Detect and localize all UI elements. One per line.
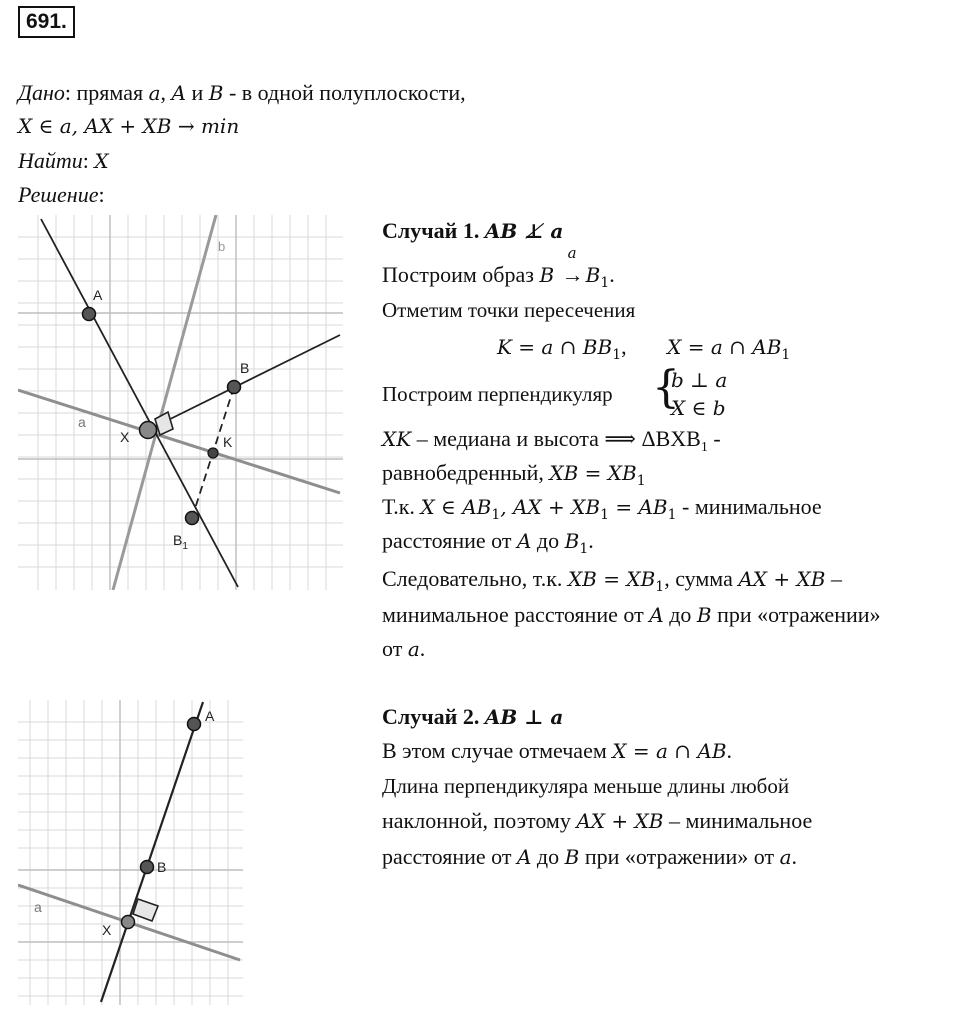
system-brace: { bbox=[652, 362, 680, 413]
l6-text: равнобедренный, bbox=[382, 460, 550, 485]
map-arrow: a → bbox=[561, 244, 584, 287]
l10-mid: до bbox=[663, 602, 697, 627]
case2-title bbox=[382, 704, 563, 730]
l7-s1: 1 bbox=[491, 507, 501, 523]
problem-number: 691. bbox=[18, 6, 75, 38]
find-colon: : bbox=[82, 148, 95, 173]
given-sep: , bbox=[160, 80, 172, 105]
point-A-2 bbox=[188, 718, 201, 731]
l9-text: Следовательно, т.к. bbox=[382, 566, 568, 591]
case1-line-2: Отметим точки пересечения bbox=[382, 298, 636, 322]
case2-line-4 bbox=[382, 844, 797, 870]
l10-end: при «отражении» bbox=[711, 602, 881, 627]
case2-line-1 bbox=[382, 738, 732, 764]
c2-l3-math: AX + XB bbox=[576, 809, 664, 833]
label-X: X bbox=[120, 429, 130, 445]
given-label: Дано bbox=[18, 80, 65, 105]
x-def: X = a ∩ AB bbox=[667, 335, 782, 359]
case1-line-6 bbox=[382, 460, 646, 489]
case1-title-math: AB ⊥̸ a bbox=[484, 219, 564, 243]
l11-a: a bbox=[407, 637, 420, 661]
map-sub: 1 bbox=[600, 275, 610, 291]
label-B: B bbox=[240, 360, 250, 376]
case2-title-text: Случай 2. bbox=[382, 704, 480, 729]
c2-l1-end: . bbox=[726, 738, 733, 763]
given-rest: - в одной полуплоскости, bbox=[223, 80, 466, 105]
l7-m2: , AX + XB bbox=[500, 495, 601, 519]
label-B-2: B bbox=[157, 859, 167, 875]
case1-title bbox=[382, 218, 563, 244]
label-b: b bbox=[218, 239, 226, 254]
var-A: A bbox=[171, 81, 186, 105]
case1-line-5 bbox=[382, 426, 721, 456]
c2-l4-A: A bbox=[516, 845, 532, 869]
l8-A: A bbox=[516, 529, 532, 553]
label-A-2: A bbox=[205, 708, 215, 724]
l7-m3: = AB bbox=[609, 495, 668, 519]
case1-line-10 bbox=[382, 602, 881, 628]
label-a-2: a bbox=[34, 899, 42, 915]
l8-sub: 1 bbox=[579, 541, 589, 557]
find-value: X bbox=[94, 149, 109, 173]
l5-tail: - bbox=[707, 426, 721, 451]
point-B-2 bbox=[141, 861, 154, 874]
l11-text: от bbox=[382, 636, 408, 661]
given-line-1 bbox=[18, 80, 466, 106]
system-row-2: X ∈ b bbox=[671, 396, 726, 420]
case1-line-7 bbox=[382, 494, 822, 523]
l8-mid: до bbox=[531, 528, 565, 553]
var-a: a bbox=[148, 81, 161, 105]
l9-sub: 1 bbox=[655, 579, 665, 595]
l7-m1: X ∈ AB bbox=[420, 495, 492, 519]
l9-math2: AX + XB bbox=[738, 567, 826, 591]
line-AB1 bbox=[41, 219, 238, 587]
c2-l4-text: расстояние от bbox=[382, 844, 517, 869]
l11-end: . bbox=[419, 636, 426, 661]
c2-l4-mid: до bbox=[531, 844, 565, 869]
l6-math: XB = XB bbox=[549, 461, 637, 485]
l5-sub: 1 bbox=[700, 440, 708, 455]
case1-line-9 bbox=[382, 566, 842, 595]
label-A: A bbox=[93, 287, 103, 303]
l7-text: Т.к. bbox=[382, 494, 421, 519]
l9-mid: , сумма bbox=[664, 566, 739, 591]
case1-line-1: Построим образ B a → $B_1$. bbox=[382, 244, 615, 291]
l8-end: . bbox=[588, 528, 594, 553]
system-row-1: b ⊥ a bbox=[671, 368, 728, 392]
case2-line-2: Длина перпендикуляра меньше длины любой bbox=[382, 774, 790, 798]
point-B1 bbox=[186, 512, 199, 525]
l5-text: – медиана и высота ⟹ ΔBXB bbox=[411, 426, 701, 451]
l9-end: – bbox=[825, 566, 842, 591]
l7-s2: 1 bbox=[600, 507, 609, 523]
right-angle-marker-2 bbox=[133, 899, 158, 921]
var-B: B bbox=[208, 81, 224, 105]
case1-line-3: K = a ∩ $BB_1$, X = a ∩ $AB_1$ bbox=[497, 334, 791, 363]
figure-1 bbox=[18, 215, 343, 590]
c2-l3-end: – минимальное bbox=[663, 808, 813, 833]
l8-text: расстояние от bbox=[382, 528, 517, 553]
c2-l3-text: наклонной, поэтому bbox=[382, 808, 577, 833]
solution-label: Решение bbox=[18, 182, 99, 207]
given-text: : прямая bbox=[64, 80, 149, 105]
c2-l4-dot: . bbox=[791, 844, 797, 869]
case2-line-3 bbox=[382, 808, 812, 834]
find-line bbox=[18, 148, 109, 174]
case1-title-text: Случай 1. bbox=[382, 218, 480, 243]
point-X bbox=[140, 422, 157, 439]
map-from: B bbox=[539, 263, 555, 287]
map-to: B bbox=[585, 263, 601, 287]
c2-l1-text: В этом случае отмечаем bbox=[382, 738, 613, 763]
c2-l4-B: B bbox=[564, 845, 580, 869]
l10-B: B bbox=[696, 603, 712, 627]
label-a: a bbox=[78, 414, 86, 430]
given-line-2: X ∈ a, AX + XB → min bbox=[18, 114, 240, 138]
l10-text: минимальное расстояние от bbox=[382, 602, 650, 627]
point-K bbox=[208, 448, 218, 458]
find-label: Найти bbox=[18, 148, 83, 173]
figure-2 bbox=[18, 700, 243, 1005]
l8-B: B bbox=[564, 529, 580, 553]
case2-title-math: AB ⊥ a bbox=[484, 705, 564, 729]
case1-line-8 bbox=[382, 528, 594, 557]
point-B bbox=[228, 381, 241, 394]
k-def-sub: 1 bbox=[612, 347, 622, 363]
k-def: K = a ∩ BB bbox=[497, 335, 613, 359]
l9-math: XB = XB bbox=[567, 567, 656, 591]
l10-A: A bbox=[649, 603, 664, 627]
l7-s3: 1 bbox=[667, 507, 677, 523]
line-XB bbox=[148, 335, 340, 430]
label-B1: $B_1$ bbox=[173, 532, 188, 552]
xk: XK bbox=[382, 427, 412, 451]
x-def-sub: 1 bbox=[781, 347, 791, 363]
case1-l1-text: Построим образ bbox=[382, 262, 540, 287]
case1-line-11 bbox=[382, 636, 425, 662]
label-K: K bbox=[223, 434, 233, 450]
label-X-2: X bbox=[102, 922, 112, 938]
l7-tail: - минимальное bbox=[676, 494, 822, 519]
solution-line: Решение: bbox=[18, 182, 105, 207]
case1-line-4: Построим перпендикуляр bbox=[382, 382, 613, 406]
point-X-2 bbox=[122, 916, 135, 929]
grid-2 bbox=[18, 700, 243, 1005]
point-A bbox=[83, 308, 96, 321]
line-AB bbox=[101, 702, 203, 1002]
c2-l1-math: X = a ∩ AB bbox=[612, 739, 727, 763]
c2-l4-a: a bbox=[779, 845, 792, 869]
map-over: a bbox=[567, 244, 577, 262]
given-and: и bbox=[185, 80, 209, 105]
c2-l4-end: при «отражении» от bbox=[579, 844, 780, 869]
l6-sub: 1 bbox=[636, 473, 646, 489]
